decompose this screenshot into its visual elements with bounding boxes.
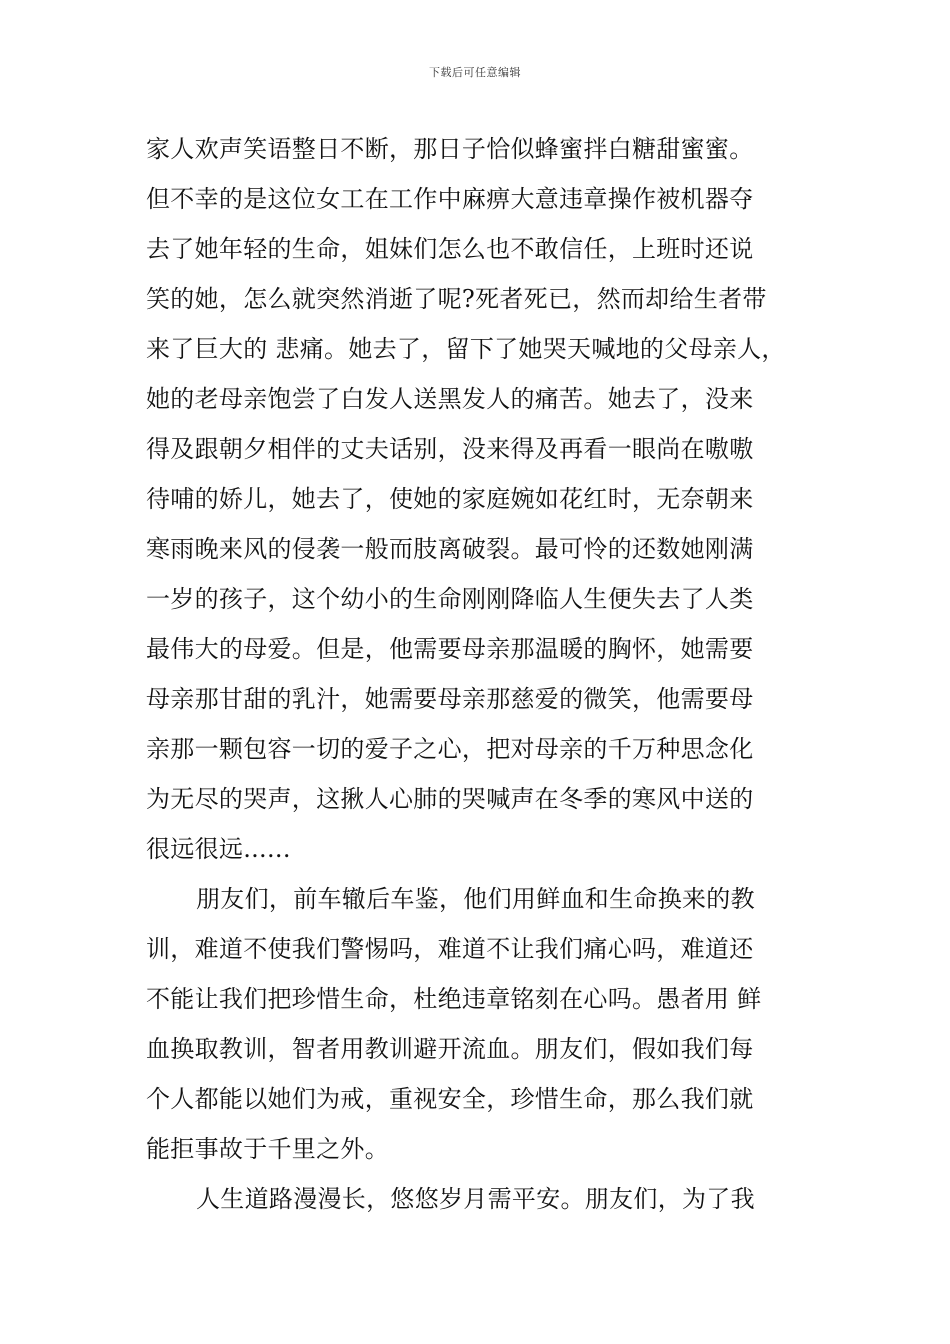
text-line: 个人都能以她们为戒，重视安全，珍惜生命，那么我们就	[146, 1085, 754, 1113]
text-line: 母亲那甘甜的乳汁，她需要母亲那慈爱的微笑，他需要母	[146, 685, 754, 713]
text-line: 得及跟朝夕相伴的丈夫话别，没来得及再看一眼尚在嗷嗷	[146, 435, 754, 463]
text-line: 能拒事故于千里之外。	[146, 1135, 389, 1163]
text-line: 亲那一颗包容一切的爱子之心，把对母亲的千万种思念化	[146, 735, 754, 763]
text-line: 朋友们，前车辙后车鉴，他们用鲜血和生命换来的教	[196, 885, 755, 913]
text-line: 待哺的娇儿，她去了，使她的家庭婉如花红时，无奈朝来	[146, 485, 754, 513]
text-line: 人生道路漫漫长，悠悠岁月需平安。朋友们，为了我	[196, 1185, 755, 1213]
text-line: 她的老母亲饱尝了白发人送黑发人的痛苦。她去了，没来	[146, 385, 754, 413]
text-line: 去了她年轻的生命，姐妹们怎么也不敢信任，上班时还说	[146, 235, 754, 263]
text-line: 血换取教训，智者用教训避开流血。朋友们，假如我们每	[146, 1035, 754, 1063]
paragraph	[146, 124, 826, 874]
text-line: 很远很远......	[146, 835, 291, 863]
text-line: 不能让我们把珍惜生命，杜绝违章铭刻在心吗。愚者用 鲜	[146, 985, 762, 1013]
page-header: 下载后可任意编辑	[429, 66, 521, 79]
paragraph	[146, 1174, 826, 1224]
text-line: 训，难道不使我们警惕吗，难道不让我们痛心吗，难道还	[146, 935, 754, 963]
text-line: 一岁的孩子，这个幼小的生命刚刚降临人生便失去了人类	[146, 585, 754, 613]
paragraph	[146, 874, 826, 1174]
text-line: 最伟大的母爱。但是，他需要母亲那温暖的胸怀，她需要	[146, 635, 754, 663]
text-line: 家人欢声笑语整日不断，那日子恰似蜂蜜拌白糖甜蜜蜜。	[146, 135, 754, 163]
text-line: 但不幸的是这位女工在工作中麻痹大意违章操作被机器夺	[146, 185, 754, 213]
document-body	[146, 124, 826, 1224]
text-line: 为无尽的哭声，这揪人心肺的哭喊声在冬季的寒风中送的	[146, 785, 754, 813]
text-line: 来了巨大的 悲痛。她去了，留下了她哭天喊地的父母亲人，	[146, 335, 786, 363]
text-line: 笑的她，怎么就突然消逝了呢?死者死已，然而却给生者带	[146, 285, 767, 313]
text-line: 寒雨晚来风的侵袭一般而肢离破裂。最可怜的还数她刚满	[146, 535, 754, 563]
